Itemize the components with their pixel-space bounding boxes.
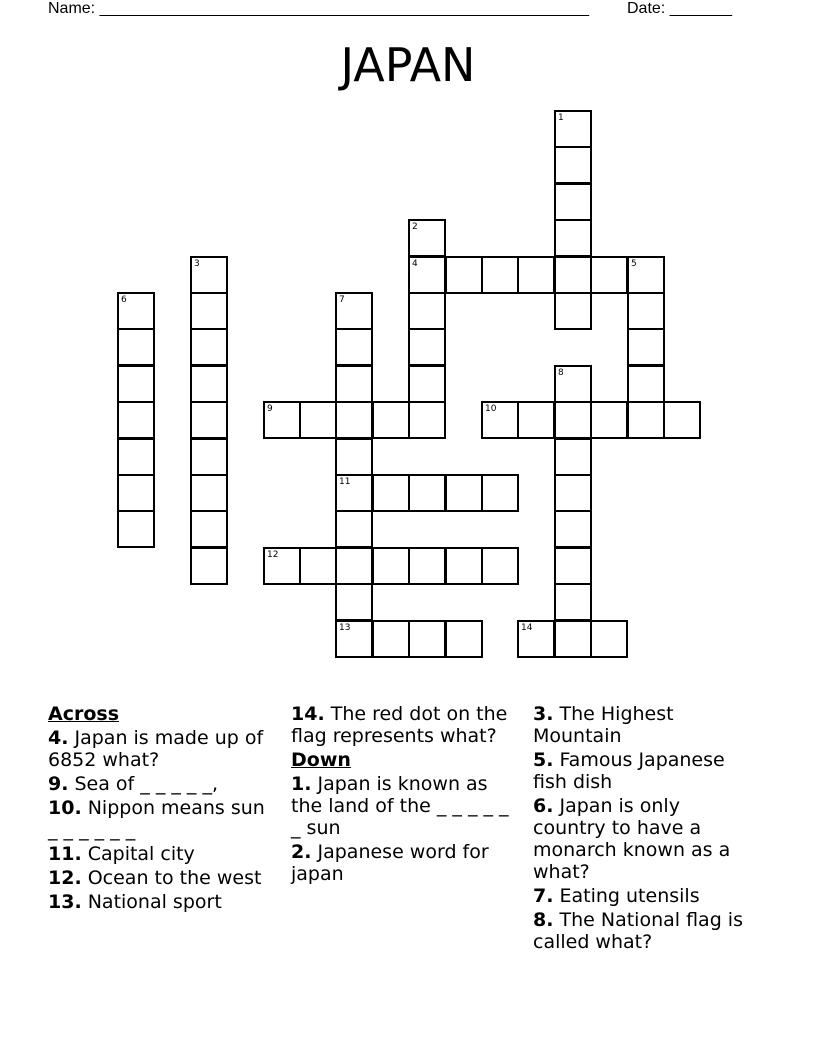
grid-cell[interactable]: [445, 547, 483, 585]
grid-cell[interactable]: [481, 547, 519, 585]
clues-column-2: [291, 703, 519, 887]
grid-cell[interactable]: [481, 474, 519, 512]
clue-across-10: 10. Nippon means sun _ _ _ _ _ _: [48, 797, 265, 841]
grid-cell[interactable]: [117, 401, 155, 439]
grid-cell[interactable]: [117, 510, 155, 548]
clue-number-1: 1: [558, 113, 564, 123]
grid-cell[interactable]: [335, 328, 373, 366]
grid-cell[interactable]: [590, 401, 628, 439]
grid-cell[interactable]: [627, 401, 665, 439]
clue-number-6: 6: [121, 295, 127, 305]
clue-down-1: 1. Japan is known as the land of the _ _ _ _ _ _ sun: [291, 773, 509, 839]
grid-cell[interactable]: [335, 583, 373, 621]
clue-across-12: 12. Ocean to the west: [48, 867, 262, 889]
clue-across-14: 14. The red dot on the flag represents what?: [291, 703, 508, 747]
clue-number-3: 3: [194, 259, 200, 269]
grid-cell[interactable]: [554, 620, 592, 658]
grid-cell[interactable]: [190, 510, 228, 548]
grid-cell[interactable]: [117, 365, 155, 403]
grid-cell[interactable]: [627, 328, 665, 366]
clue-number-9: 9: [267, 404, 273, 414]
clue-number-2: 2: [412, 222, 418, 232]
grid-cell[interactable]: [554, 438, 592, 476]
page-title: JAPAN: [340, 38, 476, 92]
grid-cell[interactable]: [190, 438, 228, 476]
grid-cell[interactable]: [335, 510, 373, 548]
grid-cell[interactable]: [335, 401, 373, 439]
clue-number-4: 4: [412, 259, 418, 269]
grid-cell[interactable]: [554, 183, 592, 221]
clue-down-3: 3. The Highest Mountain: [533, 703, 674, 747]
clue-down-7: 7. Eating utensils: [533, 885, 700, 907]
grid-cell[interactable]: [372, 401, 410, 439]
grid-cell[interactable]: [408, 401, 446, 439]
grid-cell[interactable]: [663, 401, 701, 439]
grid-cell[interactable]: [408, 292, 446, 330]
grid-cell[interactable]: [554, 510, 592, 548]
grid-cell[interactable]: [117, 474, 155, 512]
clue-number-5: 5: [631, 259, 637, 269]
grid-cell[interactable]: [408, 328, 446, 366]
grid-cell[interactable]: [299, 547, 337, 585]
grid-cell[interactable]: [372, 547, 410, 585]
grid-cell[interactable]: [408, 547, 446, 585]
grid-cell[interactable]: [554, 146, 592, 184]
grid-cell[interactable]: [590, 620, 628, 658]
grid-cell[interactable]: [554, 401, 592, 439]
grid-cell[interactable]: [335, 365, 373, 403]
grid-cell[interactable]: [554, 583, 592, 621]
grid-cell[interactable]: [554, 474, 592, 512]
clue-down-6: 6. Japan is only country to have a monarch known as a what?: [533, 795, 731, 883]
grid-cell[interactable]: [590, 256, 628, 294]
grid-cell[interactable]: [554, 219, 592, 257]
clue-number-8: 8: [558, 368, 564, 378]
grid-cell[interactable]: [517, 401, 555, 439]
clue-down-2: 2. Japanese word for japan: [291, 841, 489, 885]
clues-column-3: [533, 703, 755, 955]
clue-number-13: 13: [339, 623, 351, 633]
clue-across-4: 4. Japan is made up of 6852 what?: [48, 727, 264, 771]
down-heading: Down: [291, 749, 351, 771]
clue-number-11: 11: [339, 477, 351, 487]
grid-cell[interactable]: [190, 547, 228, 585]
grid-cell[interactable]: [335, 438, 373, 476]
grid-cell[interactable]: [372, 620, 410, 658]
grid-cell[interactable]: [554, 256, 592, 294]
grid-cell[interactable]: [372, 474, 410, 512]
grid-cell[interactable]: [554, 292, 592, 330]
grid-cell[interactable]: [190, 401, 228, 439]
grid-cell[interactable]: [117, 438, 155, 476]
grid-cell[interactable]: [481, 256, 519, 294]
grid-cell[interactable]: [627, 365, 665, 403]
clue-across-13: 13. National sport: [48, 891, 222, 913]
grid-cell[interactable]: [190, 365, 228, 403]
clue-down-8: 8. The National flag is called what?: [533, 909, 743, 953]
grid-cell[interactable]: [517, 256, 555, 294]
grid-cell[interactable]: [445, 620, 483, 658]
across-heading: Across: [48, 703, 120, 725]
grid-cell[interactable]: [445, 474, 483, 512]
name-line: Name: _______________________________________________________: [48, 0, 589, 17]
clue-down-5: 5. Famous Japanese fish dish: [533, 749, 725, 793]
clue-number-14: 14: [521, 623, 533, 633]
grid-cell[interactable]: [554, 547, 592, 585]
grid-cell[interactable]: [408, 620, 446, 658]
grid-cell[interactable]: [117, 328, 155, 366]
clue-number-7: 7: [339, 295, 345, 305]
clue-number-10: 10: [485, 404, 497, 414]
grid-cell[interactable]: [190, 328, 228, 366]
clue-across-11: 11. Capital city: [48, 843, 195, 865]
grid-cell[interactable]: [335, 547, 373, 585]
grid-cell[interactable]: [190, 292, 228, 330]
grid-cell[interactable]: [190, 474, 228, 512]
grid-cell[interactable]: [627, 292, 665, 330]
clues-column-1: [48, 703, 270, 915]
clue-across-9: 9. Sea of _ _ _ _ _,: [48, 773, 218, 795]
grid-cell[interactable]: [408, 474, 446, 512]
date-line: Date: _______: [627, 0, 732, 17]
grid-cell[interactable]: [445, 256, 483, 294]
clue-number-12: 12: [267, 550, 279, 560]
grid-cell[interactable]: [408, 365, 446, 403]
grid-cell[interactable]: [299, 401, 337, 439]
